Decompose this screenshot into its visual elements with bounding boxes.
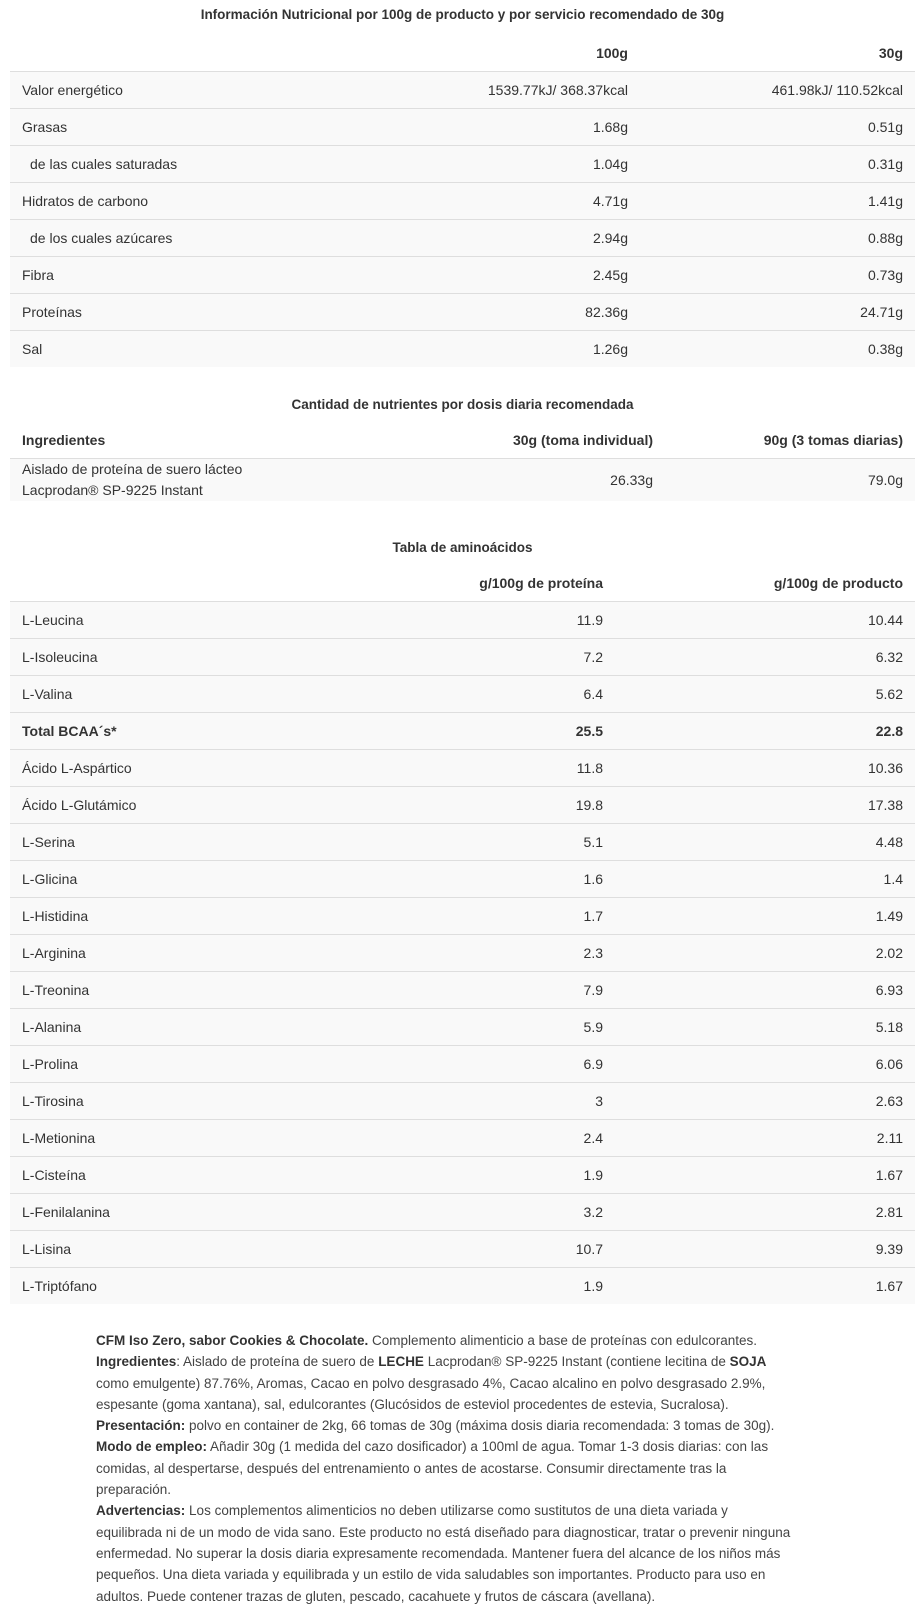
amino-product-value: 4.48: [615, 824, 915, 861]
amino-product-value: 2.63: [615, 1083, 915, 1120]
amino-product-value: 6.93: [615, 972, 915, 1009]
nutrient-value-100g: 2.94g: [310, 220, 640, 257]
nutrient-label: Valor energético: [10, 72, 310, 109]
amino-label: Total BCAA´s*: [10, 713, 310, 750]
amino-label: L-Treonina: [10, 972, 310, 1009]
amino-label: L-Leucina: [10, 602, 310, 639]
nutrition-header-row: [10, 35, 915, 72]
nutrient-value-100g: 1539.77kJ/ 368.37kcal: [310, 72, 640, 109]
usage-label: Modo de empleo:: [96, 1439, 207, 1455]
amino-protein-value: 5.9: [310, 1009, 615, 1046]
dose-value-90g: 79.0g: [867, 471, 903, 488]
amino-protein-value: 1.7: [310, 898, 615, 935]
table-row: [10, 294, 915, 331]
table-row: [10, 146, 915, 183]
nutrition-header-label: [10, 35, 310, 72]
amino-product-value: 2.11: [615, 1120, 915, 1157]
table-row: [10, 331, 915, 368]
ingredients-paragraph: [96, 1351, 796, 1415]
warnings-label: Advertencias:: [96, 1503, 186, 1519]
table-row: [10, 898, 915, 935]
dose-header-30g: 30g (toma individual): [340, 422, 665, 459]
table-row: [10, 602, 915, 639]
amino-product-value: 1.4: [615, 861, 915, 898]
nutrient-value-30g: 0.38g: [867, 341, 903, 357]
amino-label: L-Tirosina: [10, 1083, 310, 1120]
nutrient-value-30g: 0.51g: [640, 109, 915, 146]
nutrient-value-30g: 24.71g: [640, 294, 915, 331]
allergen-soy: SOJA: [729, 1354, 767, 1370]
dose-table: [10, 422, 915, 501]
ingredients-text: Lacprodan® SP-9225 Instant (contiene lecitina de: [423, 1354, 730, 1370]
amino-label: L-Valina: [10, 676, 310, 713]
amino-header-row: [10, 565, 915, 602]
presentation-label: Presentación:: [96, 1418, 186, 1434]
amino-protein-value: 1.9: [310, 1157, 615, 1194]
amino-protein-value: 3.2: [310, 1194, 615, 1231]
table-row-total: [10, 713, 915, 750]
ingredients-text: como emulgente) 87.76%, Aromas, Cacao en polvo desgrasado 4%, Cacao alcalino en polvo desgrasado 2.9%, espesante (goma xantana), sal, edulcorantes (Glucósidos de esteviol procedentes de estevia, Sucralosa).: [96, 1375, 766, 1412]
amino-header-label: [10, 565, 310, 602]
table-row: [10, 1120, 915, 1157]
amino-product-value: 10.44: [615, 602, 915, 639]
amino-protein-value: 5.1: [310, 824, 615, 861]
amino-table-caption: Tabla de aminoácidos: [392, 540, 533, 555]
table-row: [10, 676, 915, 713]
usage-text: Añadir 30g (1 medida del cazo dosificador) a 100ml de agua. Tomar 1-3 dosis diarias: con las comidas, al despertarse, después del entrenamiento o antes de acostarse. Consumir directamente tras la preparación.: [96, 1439, 769, 1498]
table-row: [10, 1194, 915, 1231]
amino-product-value: 1.67: [615, 1157, 915, 1194]
amino-product-value: 6.32: [615, 639, 915, 676]
nutrition-header-30g: 30g: [640, 35, 915, 72]
dose-table-caption: Cantidad de nutrientes por dosis diaria recomendada: [291, 397, 634, 412]
amino-protein-value: 7.2: [310, 639, 615, 676]
amino-product-value: 10.36: [615, 750, 915, 787]
amino-protein-value: 1.9: [583, 1278, 603, 1294]
ingredient-label-line2: Lacprodan® SP-9225 Instant: [22, 482, 203, 498]
amino-label: L-Serina: [10, 824, 310, 861]
dose-header-90g: 90g (3 tomas diarias): [665, 422, 915, 459]
presentation-text: polvo en container de 2kg, 66 tomas de 30g (máxima dosis diaria recomendada: 3 tomas de 30g).: [185, 1418, 775, 1434]
table-row: [10, 109, 915, 146]
amino-header-product: g/100g de producto: [615, 565, 915, 602]
table-row: [10, 183, 915, 220]
nutrient-label: Hidratos de carbono: [10, 183, 310, 220]
table-row: [10, 1268, 915, 1305]
nutrient-value-100g: 1.26g: [592, 341, 628, 357]
amino-product-value: 1.49: [615, 898, 915, 935]
amino-label: L-Isoleucina: [10, 639, 310, 676]
table-row: [10, 861, 915, 898]
table-row: [10, 220, 915, 257]
table-row: [10, 1231, 915, 1268]
ingredient-label: [10, 459, 340, 502]
nutrition-table: [10, 35, 915, 367]
nutrient-value-100g: 1.68g: [310, 109, 640, 146]
amino-label: Ácido L-Glutámico: [10, 787, 310, 824]
amino-label: L-Fenilalanina: [10, 1194, 310, 1231]
usage-paragraph: [96, 1436, 796, 1500]
amino-protein-value: 3: [310, 1083, 615, 1120]
amino-product-value: 1.67: [875, 1278, 903, 1294]
amino-header-protein: g/100g de proteína: [310, 565, 615, 602]
nutrient-value-100g: 2.45g: [310, 257, 640, 294]
table-row: [10, 1157, 915, 1194]
product-info: [96, 1330, 796, 1607]
table-row: [10, 787, 915, 824]
nutrition-header-100g: 100g: [310, 35, 640, 72]
nutrient-value-100g: 4.71g: [310, 183, 640, 220]
nutrient-label: Sal: [22, 341, 43, 357]
table-row: [10, 1046, 915, 1083]
amino-product-value: 5.62: [615, 676, 915, 713]
table-row: [10, 1083, 915, 1120]
amino-protein-value: 11.8: [310, 750, 615, 787]
warnings-paragraph: [96, 1500, 796, 1606]
table-row: [10, 750, 915, 787]
amino-label: L-Arginina: [10, 935, 310, 972]
product-description: Complemento alimenticio a base de proteínas con edulcorantes.: [368, 1333, 758, 1348]
amino-label: L-Lisina: [10, 1231, 310, 1268]
amino-product-value: 17.38: [615, 787, 915, 824]
amino-protein-value: 10.7: [310, 1231, 615, 1268]
amino-label: L-Prolina: [10, 1046, 310, 1083]
amino-product-value: 22.8: [615, 713, 915, 750]
amino-label: L-Alanina: [10, 1009, 310, 1046]
table-row: [10, 824, 915, 861]
amino-label: L-Metionina: [10, 1120, 310, 1157]
presentation-paragraph: [96, 1415, 796, 1436]
table-row: [10, 1009, 915, 1046]
nutrient-label: de los cuales azúcares: [10, 220, 310, 257]
amino-protein-value: 19.8: [310, 787, 615, 824]
amino-label: L-Triptófano: [22, 1278, 97, 1294]
amino-protein-value: 6.9: [310, 1046, 615, 1083]
nutrient-value-30g: 0.73g: [640, 257, 915, 294]
ingredients-text: : Aislado de proteína de suero de: [176, 1354, 379, 1370]
nutrient-label: Fibra: [10, 257, 310, 294]
amino-product-value: 6.06: [615, 1046, 915, 1083]
nutrient-value-100g: 82.36g: [310, 294, 640, 331]
amino-table: [10, 565, 915, 1304]
product-title: CFM Iso Zero, sabor Cookies & Chocolate.: [96, 1333, 369, 1348]
amino-protein-value: 1.6: [310, 861, 615, 898]
amino-product-value: 2.81: [615, 1194, 915, 1231]
amino-label: L-Glicina: [10, 861, 310, 898]
nutrient-value-30g: 461.98kJ/ 110.52kcal: [640, 72, 915, 109]
amino-label: L-Histidina: [10, 898, 310, 935]
amino-label: L-Cisteína: [10, 1157, 310, 1194]
dose-value-30g: 26.33g: [610, 471, 653, 488]
nutrient-value-30g: 1.41g: [640, 183, 915, 220]
ingredient-label-line1: Aislado de proteína de suero lácteo: [22, 461, 243, 477]
nutrient-value-30g: 0.31g: [640, 146, 915, 183]
table-row: [10, 935, 915, 972]
amino-product-value: 2.02: [615, 935, 915, 972]
nutrient-value-100g: 1.04g: [310, 146, 640, 183]
amino-protein-value: 6.4: [310, 676, 615, 713]
table-row: [10, 257, 915, 294]
ingredients-label: Ingredientes: [96, 1354, 177, 1370]
amino-protein-value: 2.3: [310, 935, 615, 972]
nutrition-table-caption: Información Nutricional por 100g de producto y por servicio recomendado de 30g: [200, 7, 725, 22]
amino-product-value: 9.39: [615, 1231, 915, 1268]
warnings-text: Los complementos alimenticios no deben utilizarse como sustitutos de una dieta variada y equilibrada ni de un modo de vida sano. Este producto no está diseñado para diagnosticar, tratar o prevenir ninguna enfermedad. No superar la dosis diaria expresamente recomendada. Mantener fuera del alcance de los niños más pequeños. Una dieta variada y equilibrada y un estilo de vida saludables son importantes. Producto para uso en adultos. Puede contener trazas de gluten, pescado, cacahuete y frutos de cáscara (avellana).: [96, 1503, 791, 1604]
table-row: [10, 639, 915, 676]
amino-protein-value: 25.5: [310, 713, 615, 750]
nutrient-label: Proteínas: [10, 294, 310, 331]
table-row: [10, 459, 915, 502]
product-title-paragraph: [96, 1330, 796, 1351]
allergen-milk: LECHE: [378, 1354, 424, 1370]
amino-protein-value: 11.9: [310, 602, 615, 639]
amino-label: Ácido L-Aspártico: [10, 750, 310, 787]
nutrient-value-30g: 0.88g: [640, 220, 915, 257]
nutrient-label: Grasas: [10, 109, 310, 146]
table-row: [10, 972, 915, 1009]
dose-header-row: [10, 422, 915, 459]
amino-product-value: 5.18: [615, 1009, 915, 1046]
table-row: [10, 72, 915, 109]
dose-header-ingredients: Ingredientes: [10, 422, 340, 459]
nutrient-label: de las cuales saturadas: [10, 146, 310, 183]
amino-protein-value: 7.9: [310, 972, 615, 1009]
amino-protein-value: 2.4: [310, 1120, 615, 1157]
